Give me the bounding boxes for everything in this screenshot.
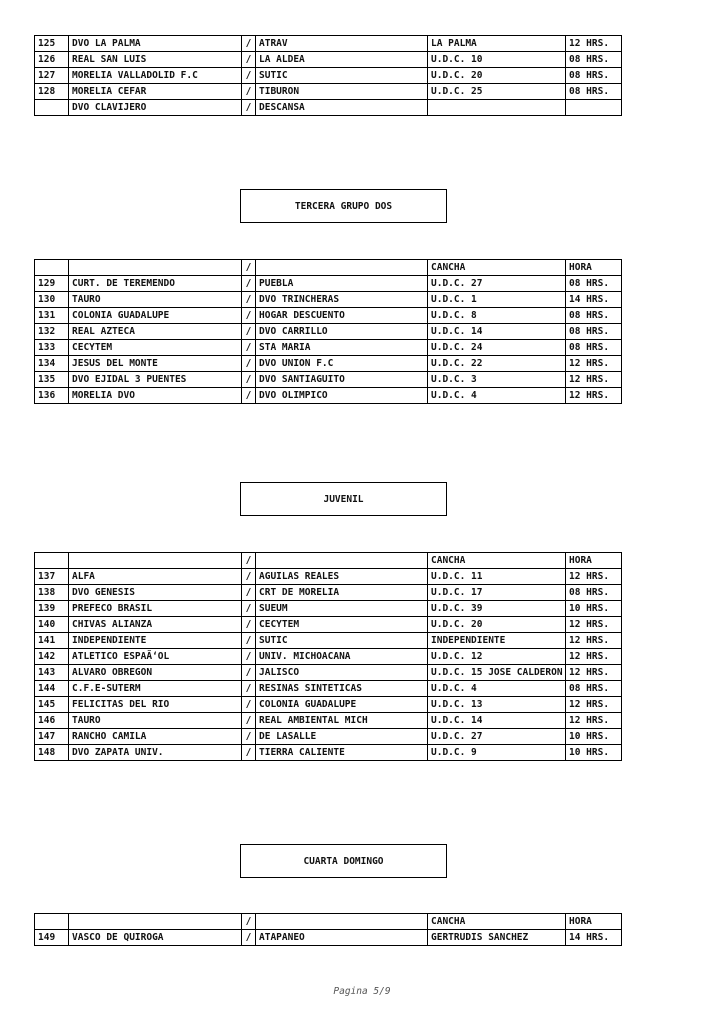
vs-separator-cell: /	[242, 356, 256, 372]
venue-cell: U.D.C. 8	[428, 308, 566, 324]
match-number-cell: 145	[35, 697, 69, 713]
away-team-cell: TIERRA CALIENTE	[256, 745, 428, 761]
home-team-cell: DVO LA PALMA	[69, 36, 242, 52]
header-venue-cell: CANCHA	[428, 914, 566, 930]
time-cell: 14 HRS.	[566, 292, 622, 308]
match-number-cell: 131	[35, 308, 69, 324]
match-number-cell: 141	[35, 633, 69, 649]
table-row	[35, 569, 622, 585]
vs-separator-cell: /	[242, 649, 256, 665]
header-away-team-cell	[256, 260, 428, 276]
table-row	[35, 292, 622, 308]
table-row	[35, 68, 622, 84]
vs-separator-cell: /	[242, 665, 256, 681]
venue-cell: INDEPENDIENTE	[428, 633, 566, 649]
header-home-team-cell	[69, 914, 242, 930]
time-cell: 10 HRS.	[566, 729, 622, 745]
time-cell: 12 HRS.	[566, 649, 622, 665]
away-team-cell: HOGAR DESCUENTO	[256, 308, 428, 324]
vs-separator-cell: /	[242, 617, 256, 633]
time-cell: 08 HRS.	[566, 308, 622, 324]
table-row	[35, 633, 622, 649]
match-number-cell: 146	[35, 713, 69, 729]
venue-cell: U.D.C. 11	[428, 569, 566, 585]
away-team-cell: AGUILAS REALES	[256, 569, 428, 585]
home-team-cell: DVO EJIDAL 3 PUENTES	[69, 372, 242, 388]
results-table-top	[34, 35, 622, 116]
away-team-cell: ATRAV	[256, 36, 428, 52]
header-away-team-cell	[256, 553, 428, 569]
home-team-cell: CHIVAS ALIANZA	[69, 617, 242, 633]
table-row	[35, 52, 622, 68]
vs-separator-cell: /	[242, 713, 256, 729]
section-title-tercera	[240, 189, 447, 223]
table-row	[35, 617, 622, 633]
vs-separator-cell: /	[242, 569, 256, 585]
home-team-cell: MORELIA DVO	[69, 388, 242, 404]
vs-separator-cell: /	[242, 585, 256, 601]
home-team-cell: ALVARO OBREGON	[69, 665, 242, 681]
home-team-cell: DVO GENESIS	[69, 585, 242, 601]
away-team-cell: TIBURON	[256, 84, 428, 100]
section-title-juvenil	[240, 482, 447, 516]
venue-cell: U.D.C. 12	[428, 649, 566, 665]
home-team-cell: COLONIA GUADALUPE	[69, 308, 242, 324]
header-vs-separator-cell: /	[242, 914, 256, 930]
match-number-cell: 139	[35, 601, 69, 617]
venue-cell: U.D.C. 27	[428, 729, 566, 745]
venue-cell: U.D.C. 13	[428, 697, 566, 713]
results-table-cuarta	[34, 913, 622, 946]
header-match-number-cell	[35, 260, 69, 276]
table-row	[35, 324, 622, 340]
match-number-cell	[35, 100, 69, 116]
time-cell: 08 HRS.	[566, 84, 622, 100]
time-cell: 08 HRS.	[566, 68, 622, 84]
match-number-cell: 125	[35, 36, 69, 52]
away-team-cell: DVO UNION F.C	[256, 356, 428, 372]
match-number-cell: 148	[35, 745, 69, 761]
table-row	[35, 388, 622, 404]
home-team-cell: VASCO DE QUIROGA	[69, 930, 242, 946]
table-row	[35, 697, 622, 713]
away-team-cell: LA ALDEA	[256, 52, 428, 68]
venue-cell: LA PALMA	[428, 36, 566, 52]
vs-separator-cell: /	[242, 292, 256, 308]
away-team-cell: CRT DE MORELIA	[256, 585, 428, 601]
table-row	[35, 745, 622, 761]
vs-separator-cell: /	[242, 633, 256, 649]
header-venue-cell: CANCHA	[428, 553, 566, 569]
vs-separator-cell: /	[242, 729, 256, 745]
time-cell: 12 HRS.	[566, 665, 622, 681]
vs-separator-cell: /	[242, 308, 256, 324]
time-cell: 12 HRS.	[566, 372, 622, 388]
venue-cell: U.D.C. 3	[428, 372, 566, 388]
venue-cell: U.D.C. 20	[428, 617, 566, 633]
venue-cell: U.D.C. 25	[428, 84, 566, 100]
vs-separator-cell: /	[242, 697, 256, 713]
vs-separator-cell: /	[242, 745, 256, 761]
away-team-cell: SUTIC	[256, 633, 428, 649]
venue-cell: U.D.C. 39	[428, 601, 566, 617]
header-home-team-cell	[69, 553, 242, 569]
table-row	[35, 36, 622, 52]
time-cell	[566, 100, 622, 116]
away-team-cell: DVO CARRILLO	[256, 324, 428, 340]
home-team-cell: TAURO	[69, 292, 242, 308]
section-title-juvenil-text: JUVENIL	[323, 493, 364, 505]
home-team-cell: RANCHO CAMILA	[69, 729, 242, 745]
vs-separator-cell: /	[242, 681, 256, 697]
time-cell: 12 HRS.	[566, 36, 622, 52]
match-number-cell: 144	[35, 681, 69, 697]
home-team-cell: CECYTEM	[69, 340, 242, 356]
time-cell: 12 HRS.	[566, 697, 622, 713]
table-row	[35, 372, 622, 388]
venue-cell: U.D.C. 27	[428, 276, 566, 292]
table-header-row	[35, 914, 622, 930]
vs-separator-cell: /	[242, 601, 256, 617]
time-cell: 08 HRS.	[566, 585, 622, 601]
vs-separator-cell: /	[242, 388, 256, 404]
time-cell: 12 HRS.	[566, 633, 622, 649]
vs-separator-cell: /	[242, 276, 256, 292]
header-venue-cell: CANCHA	[428, 260, 566, 276]
table-header-row	[35, 260, 622, 276]
match-number-cell: 147	[35, 729, 69, 745]
match-number-cell: 128	[35, 84, 69, 100]
away-team-cell: CECYTEM	[256, 617, 428, 633]
away-team-cell: DVO TRINCHERAS	[256, 292, 428, 308]
page-number: Pagina 5/9	[333, 986, 391, 997]
table-row	[35, 601, 622, 617]
home-team-cell: DVO CLAVIJERO	[69, 100, 242, 116]
table-row	[35, 585, 622, 601]
away-team-cell: SUEUM	[256, 601, 428, 617]
match-number-cell: 126	[35, 52, 69, 68]
time-cell: 12 HRS.	[566, 356, 622, 372]
time-cell: 10 HRS.	[566, 745, 622, 761]
home-team-cell: PREFECO BRASIL	[69, 601, 242, 617]
vs-separator-cell: /	[242, 36, 256, 52]
match-number-cell: 134	[35, 356, 69, 372]
home-team-cell: TAURO	[69, 713, 242, 729]
home-team-cell: REAL AZTECA	[69, 324, 242, 340]
results-table-juvenil	[34, 552, 622, 761]
vs-separator-cell: /	[242, 930, 256, 946]
venue-cell: U.D.C. 14	[428, 324, 566, 340]
home-team-cell: CURT. DE TEREMENDO	[69, 276, 242, 292]
home-team-cell: DVO ZAPATA UNIV.	[69, 745, 242, 761]
table-row	[35, 276, 622, 292]
table-row	[35, 308, 622, 324]
table-row	[35, 930, 622, 946]
time-cell: 12 HRS.	[566, 569, 622, 585]
away-team-cell: SUTIC	[256, 68, 428, 84]
vs-separator-cell: /	[242, 84, 256, 100]
home-team-cell: C.F.E-SUTERM	[69, 681, 242, 697]
home-team-cell: MORELIA VALLADOLID F.C	[69, 68, 242, 84]
away-team-cell: ATAPANEO	[256, 930, 428, 946]
table-row	[35, 649, 622, 665]
header-vs-separator-cell: /	[242, 553, 256, 569]
match-number-cell: 136	[35, 388, 69, 404]
away-team-cell: REAL AMBIENTAL MICH	[256, 713, 428, 729]
time-cell: 10 HRS.	[566, 601, 622, 617]
time-cell: 08 HRS.	[566, 324, 622, 340]
venue-cell: U.D.C. 15 JOSE CALDERON	[428, 665, 566, 681]
venue-cell: U.D.C. 4	[428, 681, 566, 697]
header-away-team-cell	[256, 914, 428, 930]
vs-separator-cell: /	[242, 68, 256, 84]
header-match-number-cell	[35, 553, 69, 569]
away-team-cell: DE LASALLE	[256, 729, 428, 745]
table-row	[35, 340, 622, 356]
away-team-cell: JALISCO	[256, 665, 428, 681]
vs-separator-cell: /	[242, 340, 256, 356]
table-row	[35, 100, 622, 116]
home-team-cell: ATLETICO ESPAÃ‘OL	[69, 649, 242, 665]
match-number-cell: 129	[35, 276, 69, 292]
home-team-cell: JESUS DEL MONTE	[69, 356, 242, 372]
header-match-number-cell	[35, 914, 69, 930]
away-team-cell: DVO OLIMPICO	[256, 388, 428, 404]
match-number-cell: 142	[35, 649, 69, 665]
time-cell: 14 HRS.	[566, 930, 622, 946]
home-team-cell: ALFA	[69, 569, 242, 585]
home-team-cell: INDEPENDIENTE	[69, 633, 242, 649]
time-cell: 08 HRS.	[566, 340, 622, 356]
venue-cell: U.D.C. 1	[428, 292, 566, 308]
venue-cell	[428, 100, 566, 116]
venue-cell: U.D.C. 22	[428, 356, 566, 372]
home-team-cell: MORELIA CEFAR	[69, 84, 242, 100]
match-number-cell: 143	[35, 665, 69, 681]
table-row	[35, 665, 622, 681]
section-title-cuarta-text: CUARTA DOMINGO	[303, 855, 384, 867]
away-team-cell: STA MARIA	[256, 340, 428, 356]
results-table-tercera	[34, 259, 622, 404]
venue-cell: U.D.C. 17	[428, 585, 566, 601]
venue-cell: U.D.C. 9	[428, 745, 566, 761]
table-row	[35, 729, 622, 745]
vs-separator-cell: /	[242, 52, 256, 68]
away-team-cell: DESCANSA	[256, 100, 428, 116]
vs-separator-cell: /	[242, 324, 256, 340]
match-number-cell: 127	[35, 68, 69, 84]
venue-cell: U.D.C. 14	[428, 713, 566, 729]
away-team-cell: DVO SANTIAGUITO	[256, 372, 428, 388]
home-team-cell: FELICITAS DEL RIO	[69, 697, 242, 713]
time-cell: 12 HRS.	[566, 388, 622, 404]
time-cell: 08 HRS.	[566, 681, 622, 697]
time-cell: 08 HRS.	[566, 52, 622, 68]
match-number-cell: 137	[35, 569, 69, 585]
time-cell: 08 HRS.	[566, 276, 622, 292]
match-number-cell: 133	[35, 340, 69, 356]
away-team-cell: RESINAS SINTETICAS	[256, 681, 428, 697]
away-team-cell: COLONIA GUADALUPE	[256, 697, 428, 713]
venue-cell: U.D.C. 24	[428, 340, 566, 356]
venue-cell: U.D.C. 20	[428, 68, 566, 84]
venue-cell: U.D.C. 10	[428, 52, 566, 68]
vs-separator-cell: /	[242, 100, 256, 116]
header-time-cell: HORA	[566, 260, 622, 276]
table-row	[35, 356, 622, 372]
home-team-cell: REAL SAN LUIS	[69, 52, 242, 68]
away-team-cell: PUEBLA	[256, 276, 428, 292]
table-row	[35, 84, 622, 100]
table-row	[35, 713, 622, 729]
match-number-cell: 149	[35, 930, 69, 946]
header-home-team-cell	[69, 260, 242, 276]
table-header-row	[35, 553, 622, 569]
header-time-cell: HORA	[566, 553, 622, 569]
section-title-tercera-text: TERCERA GRUPO DOS	[294, 200, 393, 212]
table-row	[35, 681, 622, 697]
time-cell: 12 HRS.	[566, 713, 622, 729]
venue-cell: GERTRUDIS SANCHEZ	[428, 930, 566, 946]
vs-separator-cell: /	[242, 372, 256, 388]
header-time-cell: HORA	[566, 914, 622, 930]
time-cell: 12 HRS.	[566, 617, 622, 633]
section-title-cuarta	[240, 844, 447, 878]
away-team-cell: UNIV. MICHOACANA	[256, 649, 428, 665]
header-vs-separator-cell: /	[242, 260, 256, 276]
match-number-cell: 140	[35, 617, 69, 633]
match-number-cell: 138	[35, 585, 69, 601]
match-number-cell: 135	[35, 372, 69, 388]
match-number-cell: 132	[35, 324, 69, 340]
match-number-cell: 130	[35, 292, 69, 308]
venue-cell: U.D.C. 4	[428, 388, 566, 404]
